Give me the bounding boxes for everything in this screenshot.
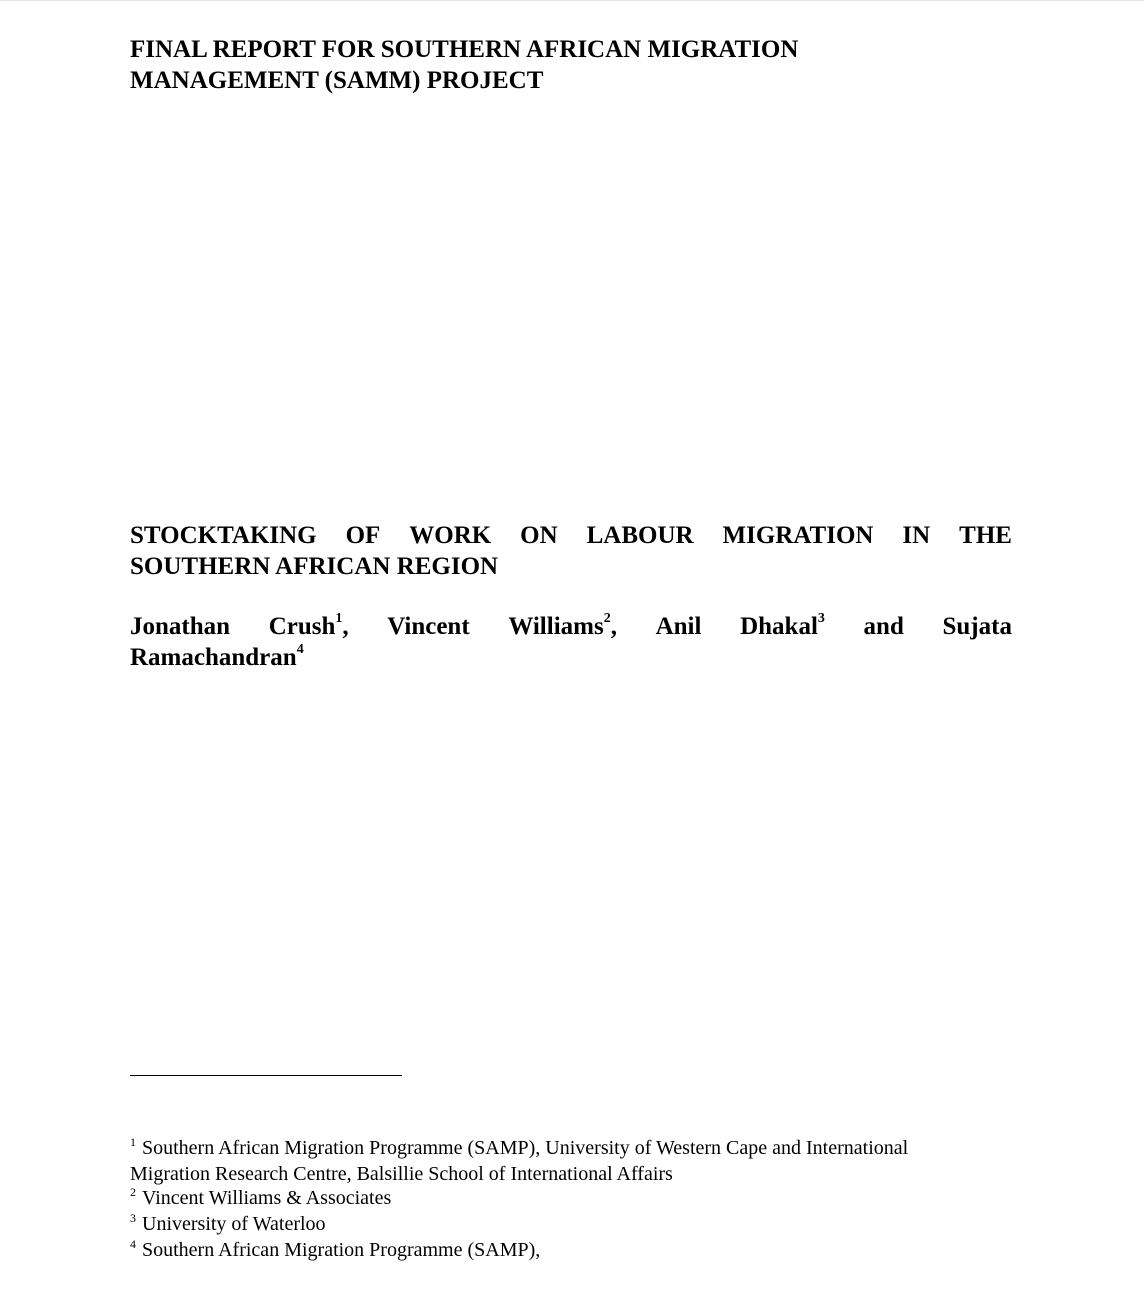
footnote-mark: 3 xyxy=(130,1211,136,1225)
author-last-name: Dhakal xyxy=(740,613,818,640)
author-separator: , xyxy=(342,613,349,640)
author-first-name: Anil xyxy=(655,613,702,640)
author-separator: , xyxy=(610,613,617,640)
footnote-reference[interactable]: 1 xyxy=(335,610,343,626)
title-word: LABOUR xyxy=(586,522,694,549)
title-word: STOCKTAKING xyxy=(130,522,317,549)
author-list xyxy=(130,611,1012,673)
report-header xyxy=(130,34,1030,96)
author-1-surname xyxy=(269,611,349,642)
footnote-reference[interactable]: 4 xyxy=(296,641,304,657)
title-word: ON xyxy=(520,522,558,549)
report-header-line-2: MANAGEMENT (SAMM) PROJECT xyxy=(130,67,544,94)
footnote-1 xyxy=(130,1136,1030,1162)
document-title-line-1 xyxy=(130,520,1012,551)
author-last-name: Williams xyxy=(508,613,604,640)
footnote-1-continuation: Migration Research Centre, Balsillie School of International Affairs xyxy=(130,1163,673,1185)
footnote-separator xyxy=(130,1075,402,1076)
footnote-reference[interactable]: 2 xyxy=(603,610,611,626)
footnote-2 xyxy=(130,1186,1030,1212)
footnote-3 xyxy=(130,1212,1030,1238)
footnote-text: Southern African Migration Programme (SAMP), xyxy=(142,1239,541,1261)
footnote-reference[interactable]: 3 xyxy=(817,610,825,626)
author-line-1 xyxy=(130,611,1012,642)
footnote-mark: 1 xyxy=(130,1135,136,1149)
author-2-surname xyxy=(508,611,617,642)
author-3-surname xyxy=(740,611,825,642)
title-word: OF xyxy=(345,522,381,549)
title-word: IN xyxy=(902,522,931,549)
title-word: WORK xyxy=(409,522,492,549)
page-top-edge xyxy=(0,0,1144,1)
document-title xyxy=(130,520,1012,582)
title-word: MIGRATION xyxy=(722,522,874,549)
footnote-text: University of Waterloo xyxy=(142,1213,326,1235)
document-title-line-2: SOUTHERN AFRICAN REGION xyxy=(130,553,499,580)
footnote-mark: 2 xyxy=(130,1185,136,1199)
author-first-name: Vincent xyxy=(387,613,470,640)
title-word: THE xyxy=(959,522,1012,549)
footnote-4 xyxy=(130,1238,1030,1264)
author-line-2 xyxy=(130,642,1012,673)
author-last-name: Ramachandran xyxy=(130,644,297,671)
author-first-name: Sujata xyxy=(942,613,1012,640)
footnote-text: Vincent Williams & Associates xyxy=(142,1187,392,1209)
author-last-name: Crush xyxy=(268,613,336,640)
author-conjunction: and xyxy=(863,613,904,640)
author-first-name: Jonathan xyxy=(130,613,231,640)
footnotes xyxy=(130,1136,1030,1264)
footnote-mark: 4 xyxy=(130,1237,136,1251)
report-header-line-1: FINAL REPORT FOR SOUTHERN AFRICAN MIGRATION xyxy=(130,36,799,63)
footnote-text: Southern African Migration Programme (SAMP), University of Western Cape and International xyxy=(142,1137,909,1159)
